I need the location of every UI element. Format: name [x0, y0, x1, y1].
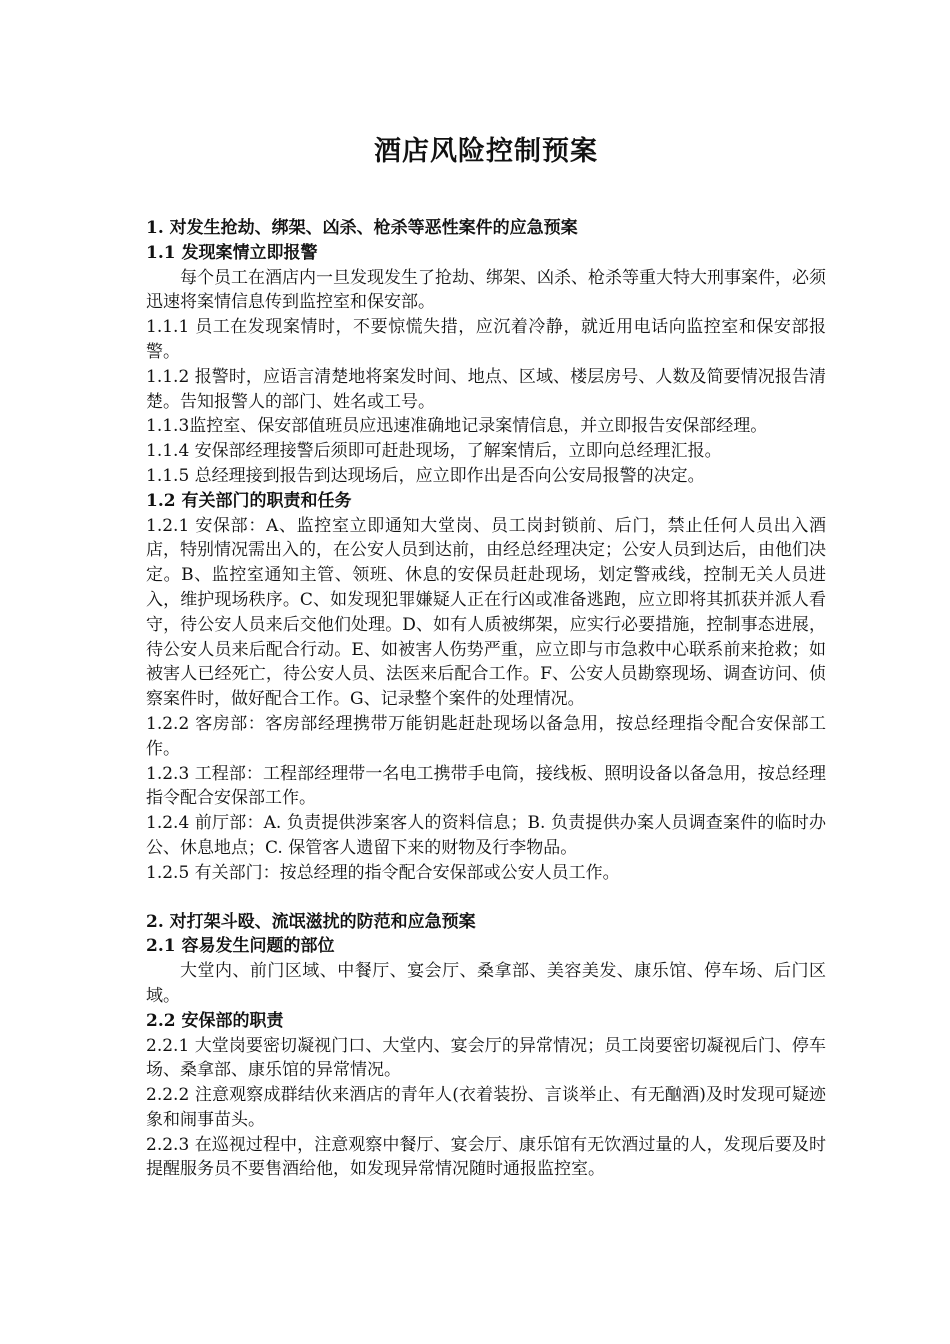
document-title: 酒店风险控制预案 — [374, 136, 598, 167]
clause-1-1-4: 1.1.4 安保部经理接警后须即可赶赴现场，了解案情后，立即向总经理汇报。 — [146, 441, 722, 462]
clause-2-2-3: 2.2.3 在巡视过程中，注意观察中餐厅、宴会厅、康乐馆有无饮酒过量的人，发现后要及时提醒服务员不要售酒给他，如发现异常情况随时通报监控室。 — [146, 1134, 826, 1180]
section-2-1-heading: 2.1 容易发生问题的部位 — [146, 936, 335, 957]
clause-1-2-5: 1.2.5 有关部门：按总经理的指令配合安保部或公安人员工作。 — [146, 862, 620, 883]
section-1-1-intro: 每个员工在酒店内一旦发现发生了抢劫、绑架、凶杀、枪杀等重大特大刑事案件，必须迅速将案情信息传到监控室和保安部。 — [146, 267, 826, 313]
section-spacer — [146, 886, 826, 910]
clause-1-1-3: 1.1.3监控室、保安部值班员应迅速准确地记录案情信息，并立即报告安保部经理。 — [146, 416, 768, 437]
clause-2-2-2: 2.2.2 注意观察成群结伙来酒店的青年人(衣着装扮、言谈举止、有无酗酒)及时发现可疑迹象和闹事苗头。 — [146, 1085, 826, 1130]
clause-1-1-5: 1.1.5 总经理接到报告到达现场后，应立即作出是否向公安局报警的决定。 — [146, 465, 705, 486]
clause-1-1-2: 1.1.2 报警时，应语言清楚地将案发时间、地点、区域、楼层房号、人数及简要情况报告清楚。告知报警人的部门、姓名或工号。 — [146, 366, 826, 412]
section-1-1-heading: 1.1 发现案情立即报警 — [146, 242, 318, 263]
clause-1-1-1: 1.1.1 员工在发现案情时，不要惊慌失措，应沉着冷静，就近用电话向监控室和保安部报警。 — [146, 317, 826, 362]
section-2-2-heading: 2.2 安保部的职责 — [146, 1010, 284, 1031]
section-2-1-body: 大堂内、前门区域、中餐厅、宴会厅、桑拿部、美容美发、康乐馆、停车场、后门区域。 — [146, 961, 826, 1006]
clause-1-2-2: 1.2.2 客房部：客房部经理携带万能钥匙赶赴现场以备急用，按总经理指令配合安保部工作。 — [146, 713, 826, 759]
document-body — [146, 132, 826, 1182]
clause-2-2-1: 2.2.1 大堂岗要密切凝视门口、大堂内、宴会厅的异常情况；员工岗要密切凝视后门、停车场、桑拿部、康乐馆的异常情况。 — [146, 1035, 826, 1081]
section-2-heading: 2. 对打架斗殴、流氓滋扰的防范和应急预案 — [146, 911, 476, 932]
clause-1-2-1: 1.2.1 安保部：A、监控室立即通知大堂岗、员工岗封锁前、后门，禁止任何人员出入酒店，特别情况需出入的，在公安人员到达前，由经总经理决定；公安人员到达后，由他们决定。B、监控室通知主管、领班、休息的安保员赶赴现场，划定警戒线，控制无关人员进入，维护现场秩序。C、如发现犯罪嫌疑人正在行凶或准备逃跑，应立即将其抓获并派人看守，待公安人员来后交他们处理。D、如有人质被绑架，应实行必要措施，控制事态进展，待公安人员来后配合行动。E、如被害人伤势严重，应立即与市急救中心联系前来抢救；如被害人已经死亡，待公安人员、法医来后配合工作。F、公安人员勘察现场、调查访问、侦察案件时，做好配合工作。G、记录整个案件的处理情况。 — [146, 515, 826, 710]
clause-1-2-3: 1.2.3 工程部：工程部经理带一名电工携带手电筒，接线板、照明设备以备急用，按总经理指令配合安保部工作。 — [146, 763, 826, 809]
clause-1-2-4: 1.2.4 前厅部：A. 负责提供涉案客人的资料信息；B. 负责提供办案人员调查案件的临时办公、休息地点；C. 保管客人遗留下来的财物及行李物品。 — [146, 813, 826, 858]
section-1-2-heading: 1.2 有关部门的职责和任务 — [146, 490, 352, 511]
section-1-heading: 1. 对发生抢劫、绑架、凶杀、枪杀等恶性案件的应急预案 — [146, 218, 578, 238]
